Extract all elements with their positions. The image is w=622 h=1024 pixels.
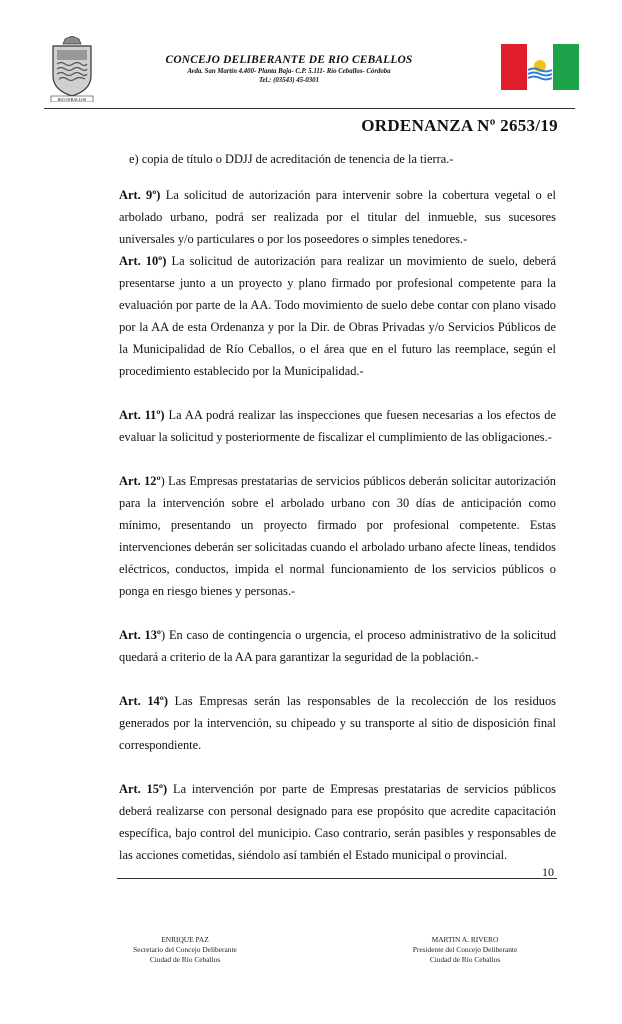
header-divider	[44, 108, 575, 109]
article-12	[119, 470, 556, 602]
council-name: CONCEJO DELIBERANTE DE RIO CEBALLOS	[165, 54, 413, 66]
article-label: Art. 11º)	[119, 408, 165, 422]
page-number: 10	[542, 865, 554, 879]
article-text: La solicitud de autorización para realizar un movimiento de suelo, deberá presentarse junto a un proyecto y plano firmado por profesional competente para la evaluación por parte de la AA. Todo movimiento de suelo debe contar con plano visado por la AA de esta Ordenanza y por la Dir. de Obras Privadas y/o Servicios Públicos de la Municipalidad de Río Ceballos, o el área que en el futuro las reemplace, según el procedimiento establecido por la Municipalidad.-	[119, 254, 556, 378]
council-phone: Tel.: (03543) 45-0301	[259, 77, 319, 84]
letterhead	[150, 54, 428, 85]
document-body	[119, 148, 556, 866]
footer-divider	[117, 878, 557, 879]
council-address: Avda. San Martín 4.400- Planta Baja- C.P. 5.111- Río Ceballos- Córdoba	[187, 68, 391, 75]
article-10	[119, 250, 556, 382]
list-item-e: e) copia de título o DDJJ de acreditación de tenencia de la tierra.-	[129, 152, 454, 166]
article-15	[119, 778, 556, 866]
article-label: Art. 14º)	[119, 694, 168, 708]
article-text: La AA podrá realizar las inspecciones que fuesen necesarias a los efectos de evaluar la solicitud y posteriormente de fiscalizar el cumplimiento de las obligaciones.-	[119, 408, 556, 444]
article-text: ) Las Empresas prestatarias de servicios públicos deberán solicitar autorización para la intervención sobre el arbolado urbano con 30 días de anticipación como mínimo, presentando un proyecto firmado por profesional competente. Estas intervenciones deberán ser solicitadas cuando el arbolado urbano afecte líneas, tendidos eléctricos, conductos, impida el normal funcionamiento de los servicios públicos o ponga en riesgo bienes y personas.-	[119, 474, 557, 598]
city-flag	[501, 44, 579, 90]
signatory-role: Presidente del Concejo Deliberante	[412, 945, 518, 954]
article-9	[119, 184, 556, 250]
article-13	[119, 624, 556, 668]
article-label: Art. 15º)	[119, 782, 168, 796]
signatory-role: Secretario del Concejo Deliberante	[133, 945, 237, 954]
article-label: Art. 12º	[119, 474, 161, 488]
article-text: Las Empresas serán las responsables de la recolección de los residuos generados por la intervención, su chipeado y su transporte al sitio de disposición final correspondiente.	[119, 694, 556, 752]
coat-of-arms-seal	[49, 36, 95, 102]
signatory-place: Ciudad de Río Ceballos	[429, 955, 501, 964]
article-label: Art. 9º)	[119, 188, 161, 202]
signatory-name: MARTIN A. RIVERO	[431, 935, 499, 944]
article-label: Art. 10º)	[119, 254, 167, 268]
signatory-name: ENRIQUE PAZ	[161, 935, 209, 944]
signature-secretary	[100, 935, 270, 965]
article-11	[119, 404, 556, 448]
seal-ribbon-text: RIO CEBALLOS	[57, 96, 87, 102]
article-text: La solicitud de autorización para intervenir sobre la cobertura vegetal o el arbolado urbano, podrá ser realizada por el titular del inmueble, sus sucesores universales y/o particulares o por los poseedores o simples tenedores.-	[119, 188, 556, 246]
article-14	[119, 690, 556, 756]
article-text: ) En caso de contingencia o urgencia, el proceso administrativo de la solicitud quedará a criterio de la AA para garantizar la seguridad de la población.-	[119, 628, 557, 664]
ordinance-number: ORDENANZA Nº 2653/19	[361, 116, 558, 135]
signatory-place: Ciudad de Río Ceballos	[149, 955, 221, 964]
article-text: La intervención por parte de Empresas prestatarias de servicios públicos deberá realizarse con personal designado para ese propósito que acredite capacitación específica, bajo control del municipio. Caso contrario, serán pasibles y responsables de las acciones cometidas, siéndolo así también el Estado municipal o provincial.	[119, 782, 556, 862]
article-label: Art. 13º	[119, 628, 161, 642]
signature-president	[380, 935, 550, 965]
